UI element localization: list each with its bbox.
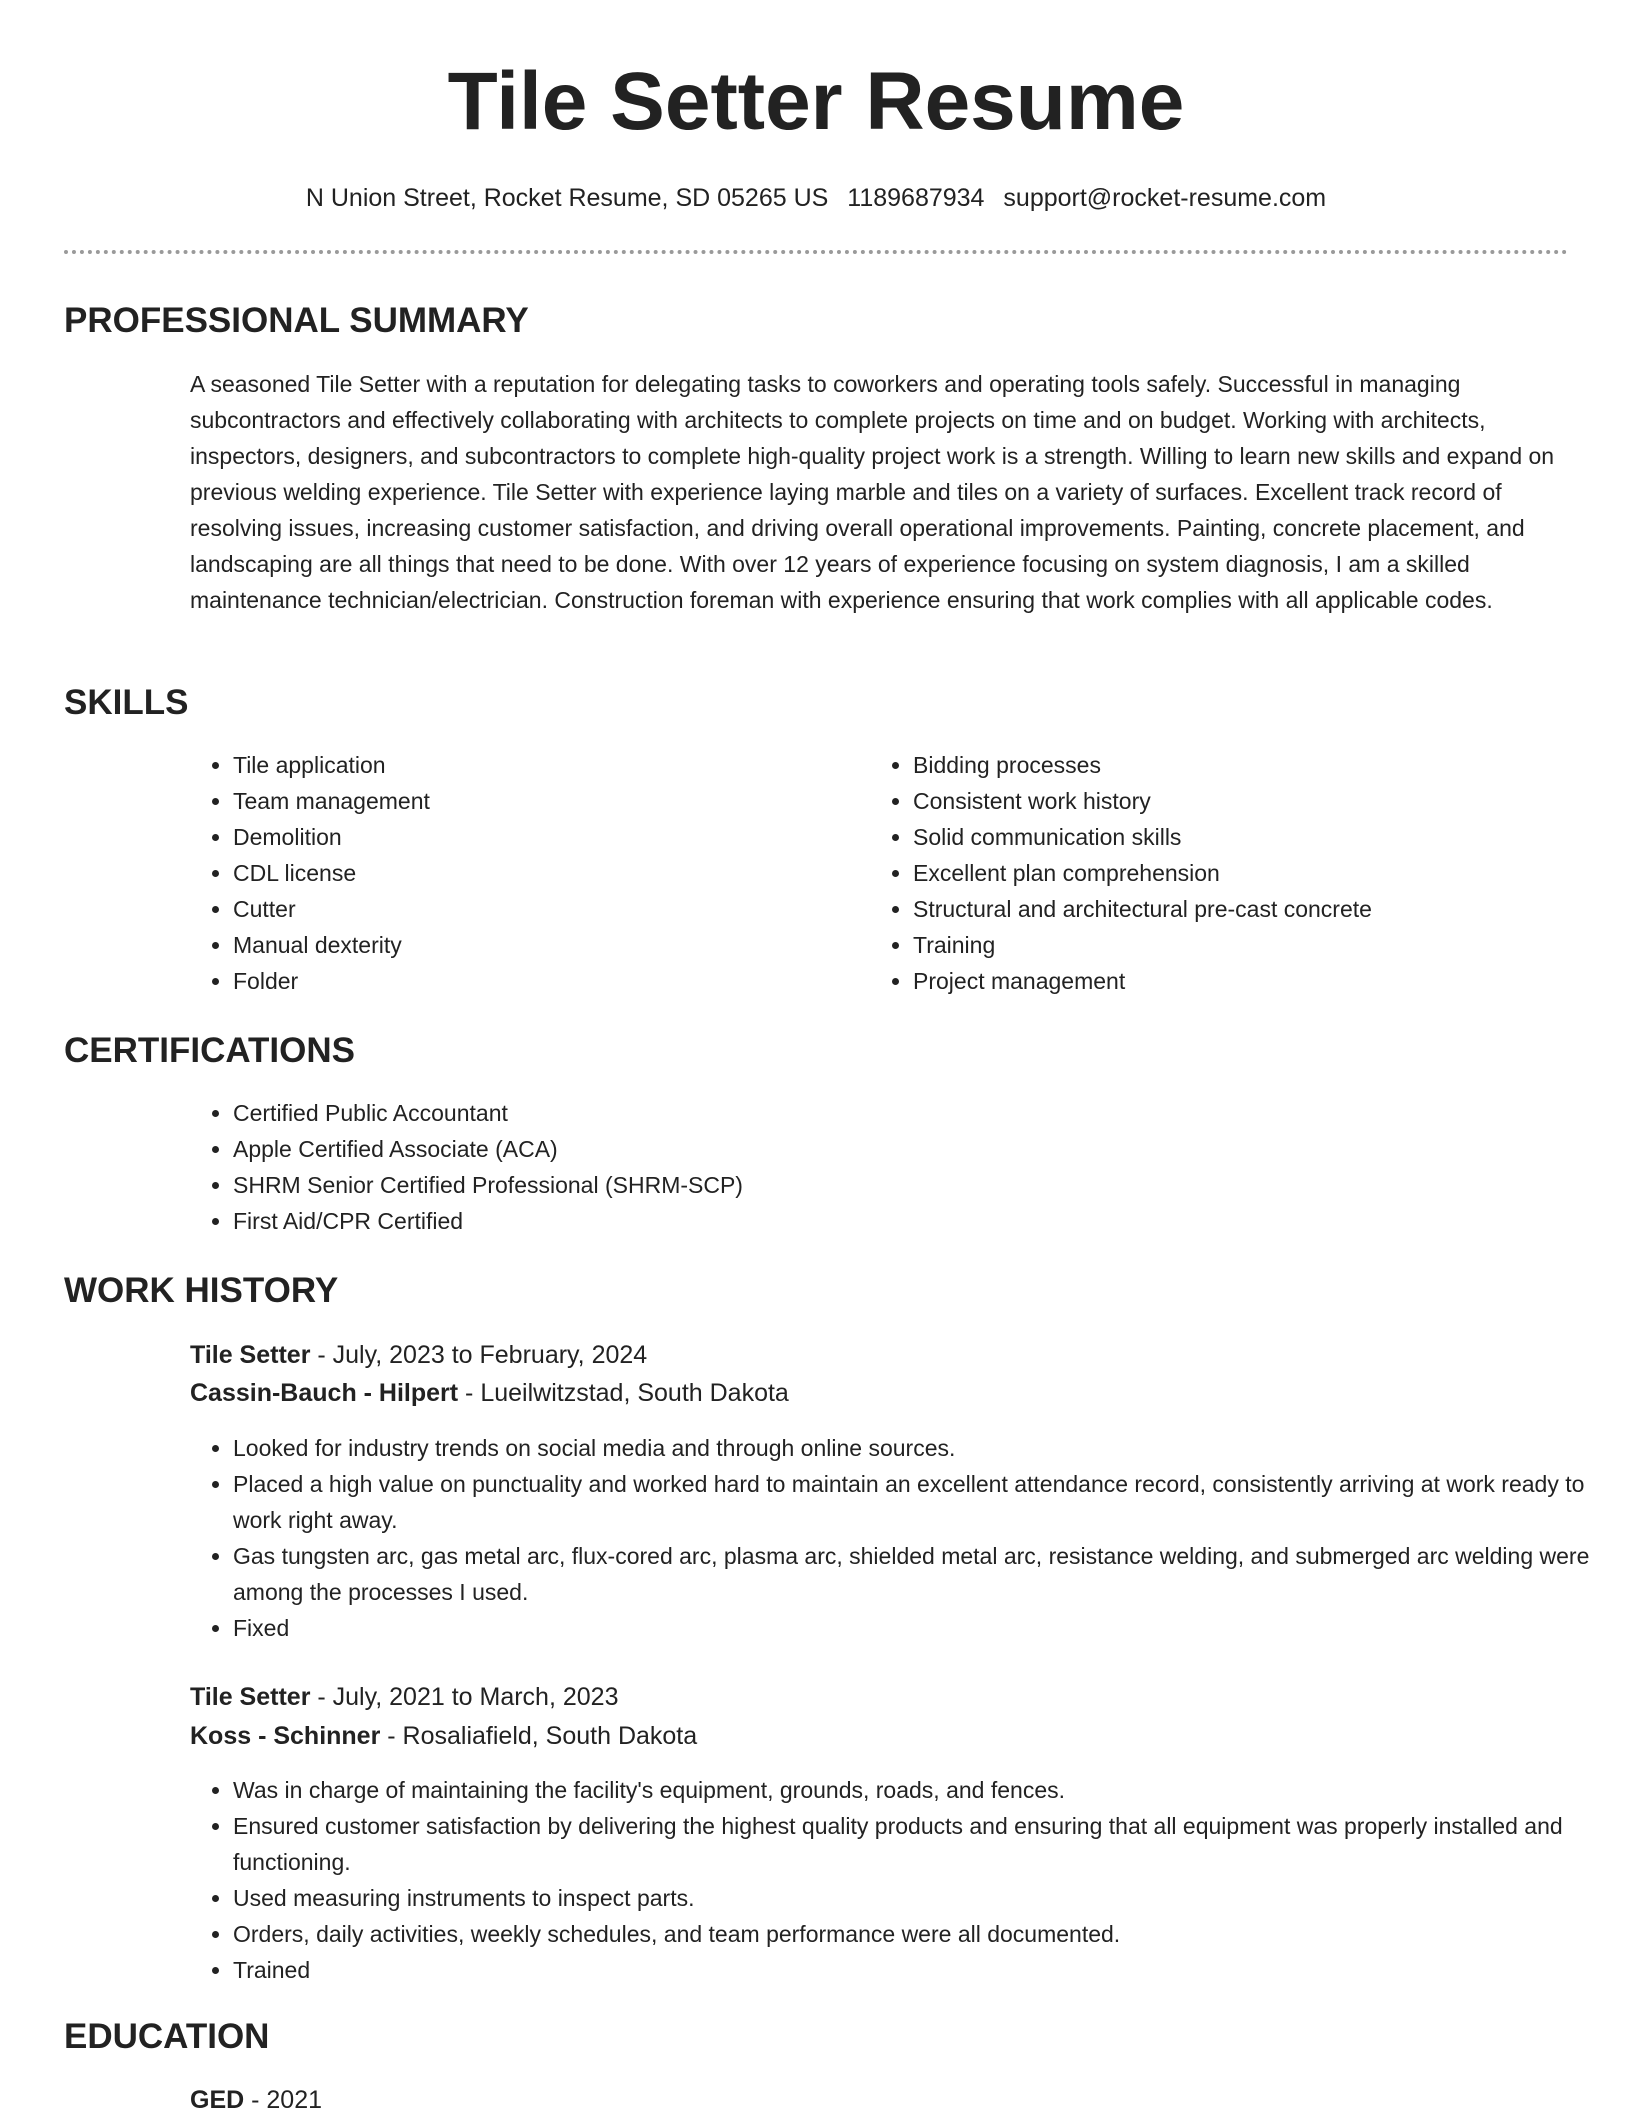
list-item: • Looked for industry trends on social media and through online sources. [233,1430,1611,1466]
skills-list-left [190,747,833,999]
list-item: • Used measuring instruments to inspect parts. [233,1880,1611,1916]
summary-heading: PROFESSIONAL SUMMARY [64,301,529,340]
job-company: Koss - Schinner [190,1722,381,1750]
job-title-line [190,1336,647,1374]
list-item: • Solid communication skills [913,819,1611,855]
job-location: - Rosaliafield, South Dakota [380,1722,698,1750]
education-heading: EDUCATION [64,2017,270,2056]
contact-line [0,180,1632,216]
list-item: • Demolition [233,819,833,855]
skills-list-right [870,747,1611,999]
certifications-heading: CERTIFICATIONS [64,1031,356,1070]
list-item: • CDL license [233,855,833,891]
header-divider [64,250,1568,254]
list-item: • Fixed [233,1610,1611,1646]
contact-address: N Union Street, Rocket Resume, SD 05265 US [305,184,829,212]
list-item: • Structural and architectural pre-cast concrete [913,891,1611,927]
list-item: • Tile application [233,747,833,783]
education-year: - 2021 [244,2086,323,2114]
list-item: • Gas tungsten arc, gas metal arc, flux-cored arc, plasma arc, shielded metal arc, resistance welding, and submerged arc welding were among the processes I used. [233,1538,1611,1610]
education-line [190,2081,322,2119]
resume-title: Tile Setter Resume [447,56,1185,147]
list-item: • Bidding processes [913,747,1611,783]
list-item: • Folder [233,963,833,999]
list-item: • Consistent work history [913,783,1611,819]
job-bullets [190,1430,1611,1646]
list-item: • Apple Certified Associate (ACA) [233,1131,1611,1167]
list-item: • Cutter [233,891,833,927]
job-location: - Lueilwitzstad, South Dakota [458,1379,789,1407]
job-title: Tile Setter [190,1341,311,1369]
list-item: • Excellent plan comprehension [913,855,1611,891]
job-dates: - July, 2021 to March, 2023 [310,1683,619,1711]
list-item: • Was in charge of maintaining the facility's equipment, grounds, roads, and fences. [233,1772,1611,1808]
list-item: • Project management [913,963,1611,999]
list-item: • Orders, daily activities, weekly schedules, and team performance were all documented. [233,1916,1611,1952]
list-item: • Manual dexterity [233,927,833,963]
contact-phone: 1189687934 [847,184,985,212]
contact-email: support@rocket-resume.com [1003,184,1327,212]
list-item: • Trained [233,1952,1611,1988]
job-title-line [190,1678,618,1716]
summary-text: A seasoned Tile Setter with a reputation for delegating tasks to coworkers and operating tools safely. Successful in managing subcontractors and effectively collaborating with architects to complete projects on time and on budget. Working with architects, inspectors, designers, and subcontractors to complete high-quality project work is a strength. Willing to learn new skills and expand on previous welding experience. Tile Setter with experience laying marble and tiles on a variety of surfaces. Excellent track record of resolving issues, increasing customer satisfaction, and driving overall operational improvements. Painting, concrete placement, and landscaping are all things that need to be done. With over 12 years of experience focusing on system diagnosis, I am a skilled maintenance technician/electrician. Construction foreman with experience ensuring that work complies with all applicable codes. [190,371,1555,613]
list-item: • Placed a high value on punctuality and worked hard to maintain an excellent attendance record, consistently arriving at work ready to work right away. [233,1466,1611,1538]
list-item: • First Aid/CPR Certified [233,1203,1611,1239]
job-title: Tile Setter [190,1683,311,1711]
skills-heading: SKILLS [64,683,189,722]
education-degree: GED [190,2086,245,2114]
certifications-list [190,1095,1611,1239]
work-history-heading: WORK HISTORY [64,1271,339,1310]
job-company: Cassin-Bauch - Hilpert [190,1379,459,1407]
list-item: • Certified Public Accountant [233,1095,1611,1131]
job-bullets [190,1772,1611,1988]
list-item: • SHRM Senior Certified Professional (SHRM-SCP) [233,1167,1611,1203]
job-company-line [190,1717,697,1755]
list-item: • Ensured customer satisfaction by delivering the highest quality products and ensuring that all equipment was properly installed and functioning. [233,1808,1611,1880]
list-item: • Training [913,927,1611,963]
job-company-line [190,1374,789,1412]
job-dates: - July, 2023 to February, 2024 [310,1341,648,1369]
list-item: • Team management [233,783,833,819]
